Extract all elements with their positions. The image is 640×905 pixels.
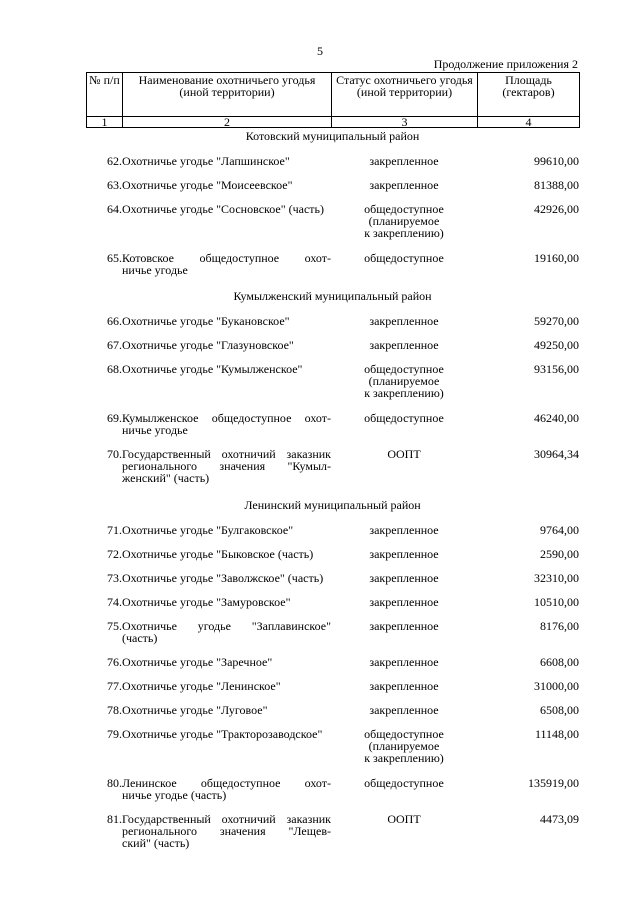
name-line: Охотничье угодье "Моисеевское": [122, 178, 293, 192]
status: [331, 546, 477, 570]
name-line: Охотничье угодье "Заплавинское": [122, 619, 331, 633]
hunting-ground-name: [122, 618, 331, 654]
name-line: Охотничье угодье "Быковское (часть): [122, 547, 314, 561]
status-line: (планируемое: [368, 739, 440, 753]
row-number: 68.: [107, 362, 122, 376]
column-number-1: 1: [87, 117, 123, 128]
status-line: общедоступное: [364, 362, 444, 376]
status: [331, 594, 477, 618]
status: [331, 775, 477, 811]
status: [331, 618, 477, 654]
table-row: [86, 618, 579, 654]
name-line: Охотничье угодье "Лапшинское": [122, 154, 290, 168]
status-line: ООПТ: [387, 812, 421, 826]
row-number: 74.: [107, 595, 122, 609]
area-hectares: 2590,00: [540, 547, 580, 561]
table-body: [86, 126, 579, 860]
hunting-ground-name: [122, 570, 331, 594]
area-hectares: 59270,00: [534, 314, 580, 328]
header-area: Площадь (гектаров): [478, 73, 580, 117]
status-line: закрепленное: [369, 571, 439, 585]
name-line: Охотничье угодье "Глазуновское": [122, 338, 294, 352]
status-line: закрепленное: [369, 655, 439, 669]
status-line: к закреплению): [364, 386, 444, 400]
status: [331, 313, 477, 337]
area-hectares: 135919,00: [528, 776, 580, 790]
area-hectares: 19160,00: [534, 251, 580, 265]
table-row: [86, 570, 579, 594]
column-number-2: 2: [123, 117, 332, 128]
name-line: Охотничье угодье "Сосновское" (часть): [122, 202, 325, 216]
status-line: к закреплению): [364, 226, 444, 240]
name-line: Государственный охотничий заказник: [122, 812, 331, 826]
name-line: Охотничье угодье "Булгаковское": [122, 523, 294, 537]
table-row: [86, 594, 579, 618]
hunting-ground-name: [122, 546, 331, 570]
status: [331, 201, 477, 250]
name-line: Государственный охотничий заказник: [122, 447, 331, 461]
hunting-ground-name: [122, 678, 331, 702]
table-row: [86, 654, 579, 678]
hunting-ground-name: [122, 811, 331, 860]
row-number: 80.: [107, 776, 122, 790]
table-row: [86, 201, 579, 250]
hunting-ground-name: [122, 775, 331, 811]
appendix-continuation-label: Продолжение приложения 2: [433, 57, 578, 71]
row-number: 72.: [107, 547, 122, 561]
area-hectares: 42926,00: [534, 202, 580, 216]
status-line: закрепленное: [369, 595, 439, 609]
status: [331, 570, 477, 594]
hunting-ground-name: [122, 177, 331, 201]
district-heading-row: [86, 495, 579, 522]
status: [331, 446, 477, 495]
district-heading-row: [86, 286, 579, 313]
table-row: [86, 153, 579, 177]
row-number: 66.: [107, 314, 122, 328]
status-line: (планируемое: [368, 374, 440, 388]
name-line: ничье угодье: [122, 263, 188, 277]
area-hectares: 81388,00: [534, 178, 580, 192]
name-line: Охотничье угодье "Тракторозаводское": [122, 727, 323, 741]
table-row: [86, 702, 579, 726]
area-hectares: 99610,00: [534, 154, 580, 168]
hunting-ground-name: [122, 522, 331, 546]
district-heading: Ленинский муниципальный район: [244, 498, 421, 512]
hunting-ground-name: [122, 594, 331, 618]
status-line: закрепленное: [369, 154, 439, 168]
table-header: [86, 72, 580, 128]
row-number: 69.: [107, 411, 122, 425]
district-heading: Кумылженский муниципальный район: [233, 289, 432, 303]
name-line: Охотничье угодье "Кумылженское": [122, 362, 303, 376]
row-number: 73.: [107, 571, 122, 585]
column-number-3: 3: [332, 117, 478, 128]
status-line: закрепленное: [369, 338, 439, 352]
hunting-ground-name: [122, 410, 331, 446]
hunting-ground-name: [122, 153, 331, 177]
status-line: закрепленное: [369, 547, 439, 561]
name-line: регионального значения "Лещев-: [122, 824, 331, 838]
row-number: 67.: [107, 338, 122, 352]
hunting-ground-name: [122, 446, 331, 495]
header-status: Статус охотничьего угодья (иной территории): [332, 73, 478, 117]
name-line: Охотничье угодье "Букановское": [122, 314, 290, 328]
status: [331, 153, 477, 177]
row-number: 77.: [107, 679, 122, 693]
row-number: 78.: [107, 703, 122, 717]
status-line: (планируемое: [368, 214, 440, 228]
name-line: Охотничье угодье "Луговое": [122, 703, 268, 717]
hunting-ground-name: [122, 361, 331, 410]
hunting-ground-name: [122, 201, 331, 250]
table-row: [86, 313, 579, 337]
table-row: [86, 775, 579, 811]
name-line: Охотничье угодье "Ленинское": [122, 679, 281, 693]
area-hectares: 6608,00: [540, 655, 580, 669]
hunting-ground-name: [122, 654, 331, 678]
area-hectares: 30964,34: [534, 447, 580, 461]
area-hectares: 4473,09: [540, 812, 580, 826]
header-number: № п/п: [87, 73, 123, 117]
status: [331, 654, 477, 678]
name-line: Охотничье угодье "Заречное": [122, 655, 273, 669]
name-line: Кумылженское общедоступное охот-: [122, 411, 331, 425]
status-line: закрепленное: [369, 703, 439, 717]
area-hectares: 11148,00: [534, 727, 580, 741]
area-hectares: 9764,00: [540, 523, 580, 537]
area-hectares: 8176,00: [540, 619, 580, 633]
status: [331, 678, 477, 702]
status-line: закрепленное: [369, 619, 439, 633]
status-line: общедоступное: [364, 727, 444, 741]
district-heading-row: [86, 126, 579, 153]
row-number: 62.: [107, 154, 122, 168]
row-number: 76.: [107, 655, 122, 669]
table-row: [86, 446, 579, 495]
hunting-ground-name: [122, 250, 331, 286]
name-line: регионального значения "Кумыл-: [122, 459, 331, 473]
district-heading: Котовский муниципальный район: [245, 129, 420, 143]
name-line: Котовское общедоступное охот-: [122, 251, 331, 265]
table-row: [86, 726, 579, 775]
name-line: ничье угодье (часть): [122, 788, 227, 802]
row-number: 81.: [107, 812, 122, 826]
status: [331, 702, 477, 726]
status-line: общедоступное: [364, 411, 444, 425]
header-name: Наименование охотничьего угодья (иной территории): [123, 73, 332, 117]
hunting-ground-name: [122, 702, 331, 726]
name-line: Ленинское общедоступное охот-: [122, 776, 331, 790]
status-line: к закреплению): [364, 751, 444, 765]
name-line: Охотничье угодье "Замуровское": [122, 595, 291, 609]
row-number: 75.: [107, 619, 122, 633]
status: [331, 410, 477, 446]
status-line: закрепленное: [369, 679, 439, 693]
hunting-ground-name: [122, 337, 331, 361]
table-row: [86, 250, 579, 286]
status-line: общедоступное: [364, 776, 444, 790]
area-hectares: 93156,00: [534, 362, 580, 376]
status-line: закрепленное: [369, 523, 439, 537]
status: [331, 726, 477, 775]
status-line: ООПТ: [387, 447, 421, 461]
column-number-4: 4: [478, 117, 580, 128]
status-line: закрепленное: [369, 314, 439, 328]
page-number: 5: [317, 44, 323, 58]
area-hectares: 32310,00: [534, 571, 580, 585]
status: [331, 250, 477, 286]
name-line: ничье угодье: [122, 423, 188, 437]
table-row: [86, 546, 579, 570]
hunting-ground-name: [122, 313, 331, 337]
row-number: 70.: [107, 447, 122, 461]
status: [331, 522, 477, 546]
status: [331, 811, 477, 860]
area-hectares: 10510,00: [534, 595, 580, 609]
area-hectares: 46240,00: [534, 411, 580, 425]
status-line: закрепленное: [369, 178, 439, 192]
table-row: [86, 811, 579, 860]
name-line: Охотничье угодье "Заволжское" (часть): [122, 571, 324, 585]
table-row: [86, 361, 579, 410]
status-line: общедоступное: [364, 202, 444, 216]
table-row: [86, 410, 579, 446]
status: [331, 361, 477, 410]
table-row: [86, 522, 579, 546]
area-hectares: 49250,00: [534, 338, 580, 352]
hunting-ground-name: [122, 726, 331, 775]
row-number: 79.: [107, 727, 122, 741]
area-hectares: 6508,00: [540, 703, 580, 717]
table-row: [86, 337, 579, 361]
table-row: [86, 678, 579, 702]
area-hectares: 31000,00: [534, 679, 580, 693]
row-number: 65.: [107, 251, 122, 265]
status: [331, 337, 477, 361]
status-line: общедоступное: [364, 251, 444, 265]
table-row: [86, 177, 579, 201]
name-line: ский" (часть): [122, 836, 190, 850]
row-number: 64.: [107, 202, 122, 216]
status: [331, 177, 477, 201]
name-line: (часть): [122, 631, 158, 645]
name-line: женский" (часть): [122, 471, 210, 485]
row-number: 63.: [107, 178, 122, 192]
row-number: 71.: [107, 523, 122, 537]
